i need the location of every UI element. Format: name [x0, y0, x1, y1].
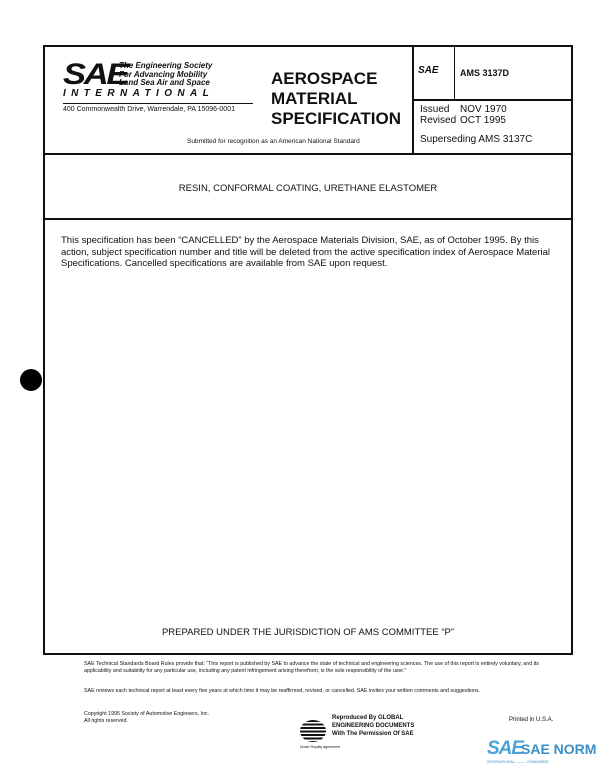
issued-label: Issued [420, 104, 450, 115]
review-note: SAE reviews each technical report at least every five years at which time it may be reaffirmed, revised, or cancelled. SAE invites your written comments and suggestions. [84, 688, 481, 694]
copyright: Copyright 1995 Society of Automotive Engineers, Inc. All rights reserved. [84, 711, 210, 724]
globe-icon [300, 720, 326, 742]
submitted-note: Submitted for recognition as an American National Standard [187, 138, 360, 145]
doc-type-title: AEROSPACE MATERIAL SPECIFICATION [271, 69, 402, 128]
superseding: Superseding AMS 3137C [420, 134, 533, 145]
sae-cell-divider [454, 47, 455, 99]
punch-hole [20, 369, 42, 391]
sae-logo [63, 58, 273, 121]
printed-in: Printed in U.S.A. [509, 717, 554, 723]
sae-norm-watermark: SAE SAE NORM INTERNATIONAL ——— STANDARDS [487, 738, 597, 764]
sae-logo-mark: SAE [63, 58, 128, 91]
reproduced-stamp: Reproduced By GLOBAL ENGINEERING DOCUMENTS With The Permission Of SAE Under Royalty Agreement [300, 715, 415, 749]
sae-norm-logo-icon: SAE [487, 738, 524, 759]
right-cell-divider [412, 99, 573, 101]
spec-frame [43, 45, 573, 655]
spec-title: RESIN, CONFORMAL COATING, URETHANE ELASTOMER [178, 183, 438, 194]
revised-value: OCT 1995 [460, 115, 506, 126]
sae-international: INTERNATIONAL [63, 88, 215, 99]
spec-dates [420, 104, 507, 126]
title-divider [45, 218, 571, 220]
revised-label: Revised [420, 115, 457, 126]
sae-address: 400 Commonwealth Drive, Warrendale, PA 15096-0001 [63, 103, 253, 113]
spec-number: AMS 3137D [460, 68, 510, 78]
cancellation-notice: This specification has been “CANCELLED” by the Aerospace Materials Division, SAE, as of October 1995. By this action, subject specification number and title will be deleted from the active specification index of Aerospace Material Specifications. Cancelled specifications are available from SAE upon request. [61, 235, 550, 269]
committee-note: PREPARED UNDER THE JURISDICTION OF AMS COMMITTEE “P” [161, 627, 455, 638]
sae-norm-label: SAE NORM [521, 741, 597, 757]
board-rules: SAE Technical Standards Board Rules provide that: “This report is published by SAE to advance the state of technical and engineering sciences. The use of this report is entirely voluntary, and its applicability and suitability for any particular use, including any patent infringement arising therefrom, is the sole responsibility of the user.” [84, 661, 539, 674]
issued-value: NOV 1970 [460, 104, 507, 115]
sae-small-logo: SAE [418, 65, 439, 76]
sae-tagline: The Engineering Society For Advancing Mobility Land Sea Air and Space [119, 61, 213, 87]
header-divider [45, 153, 571, 155]
